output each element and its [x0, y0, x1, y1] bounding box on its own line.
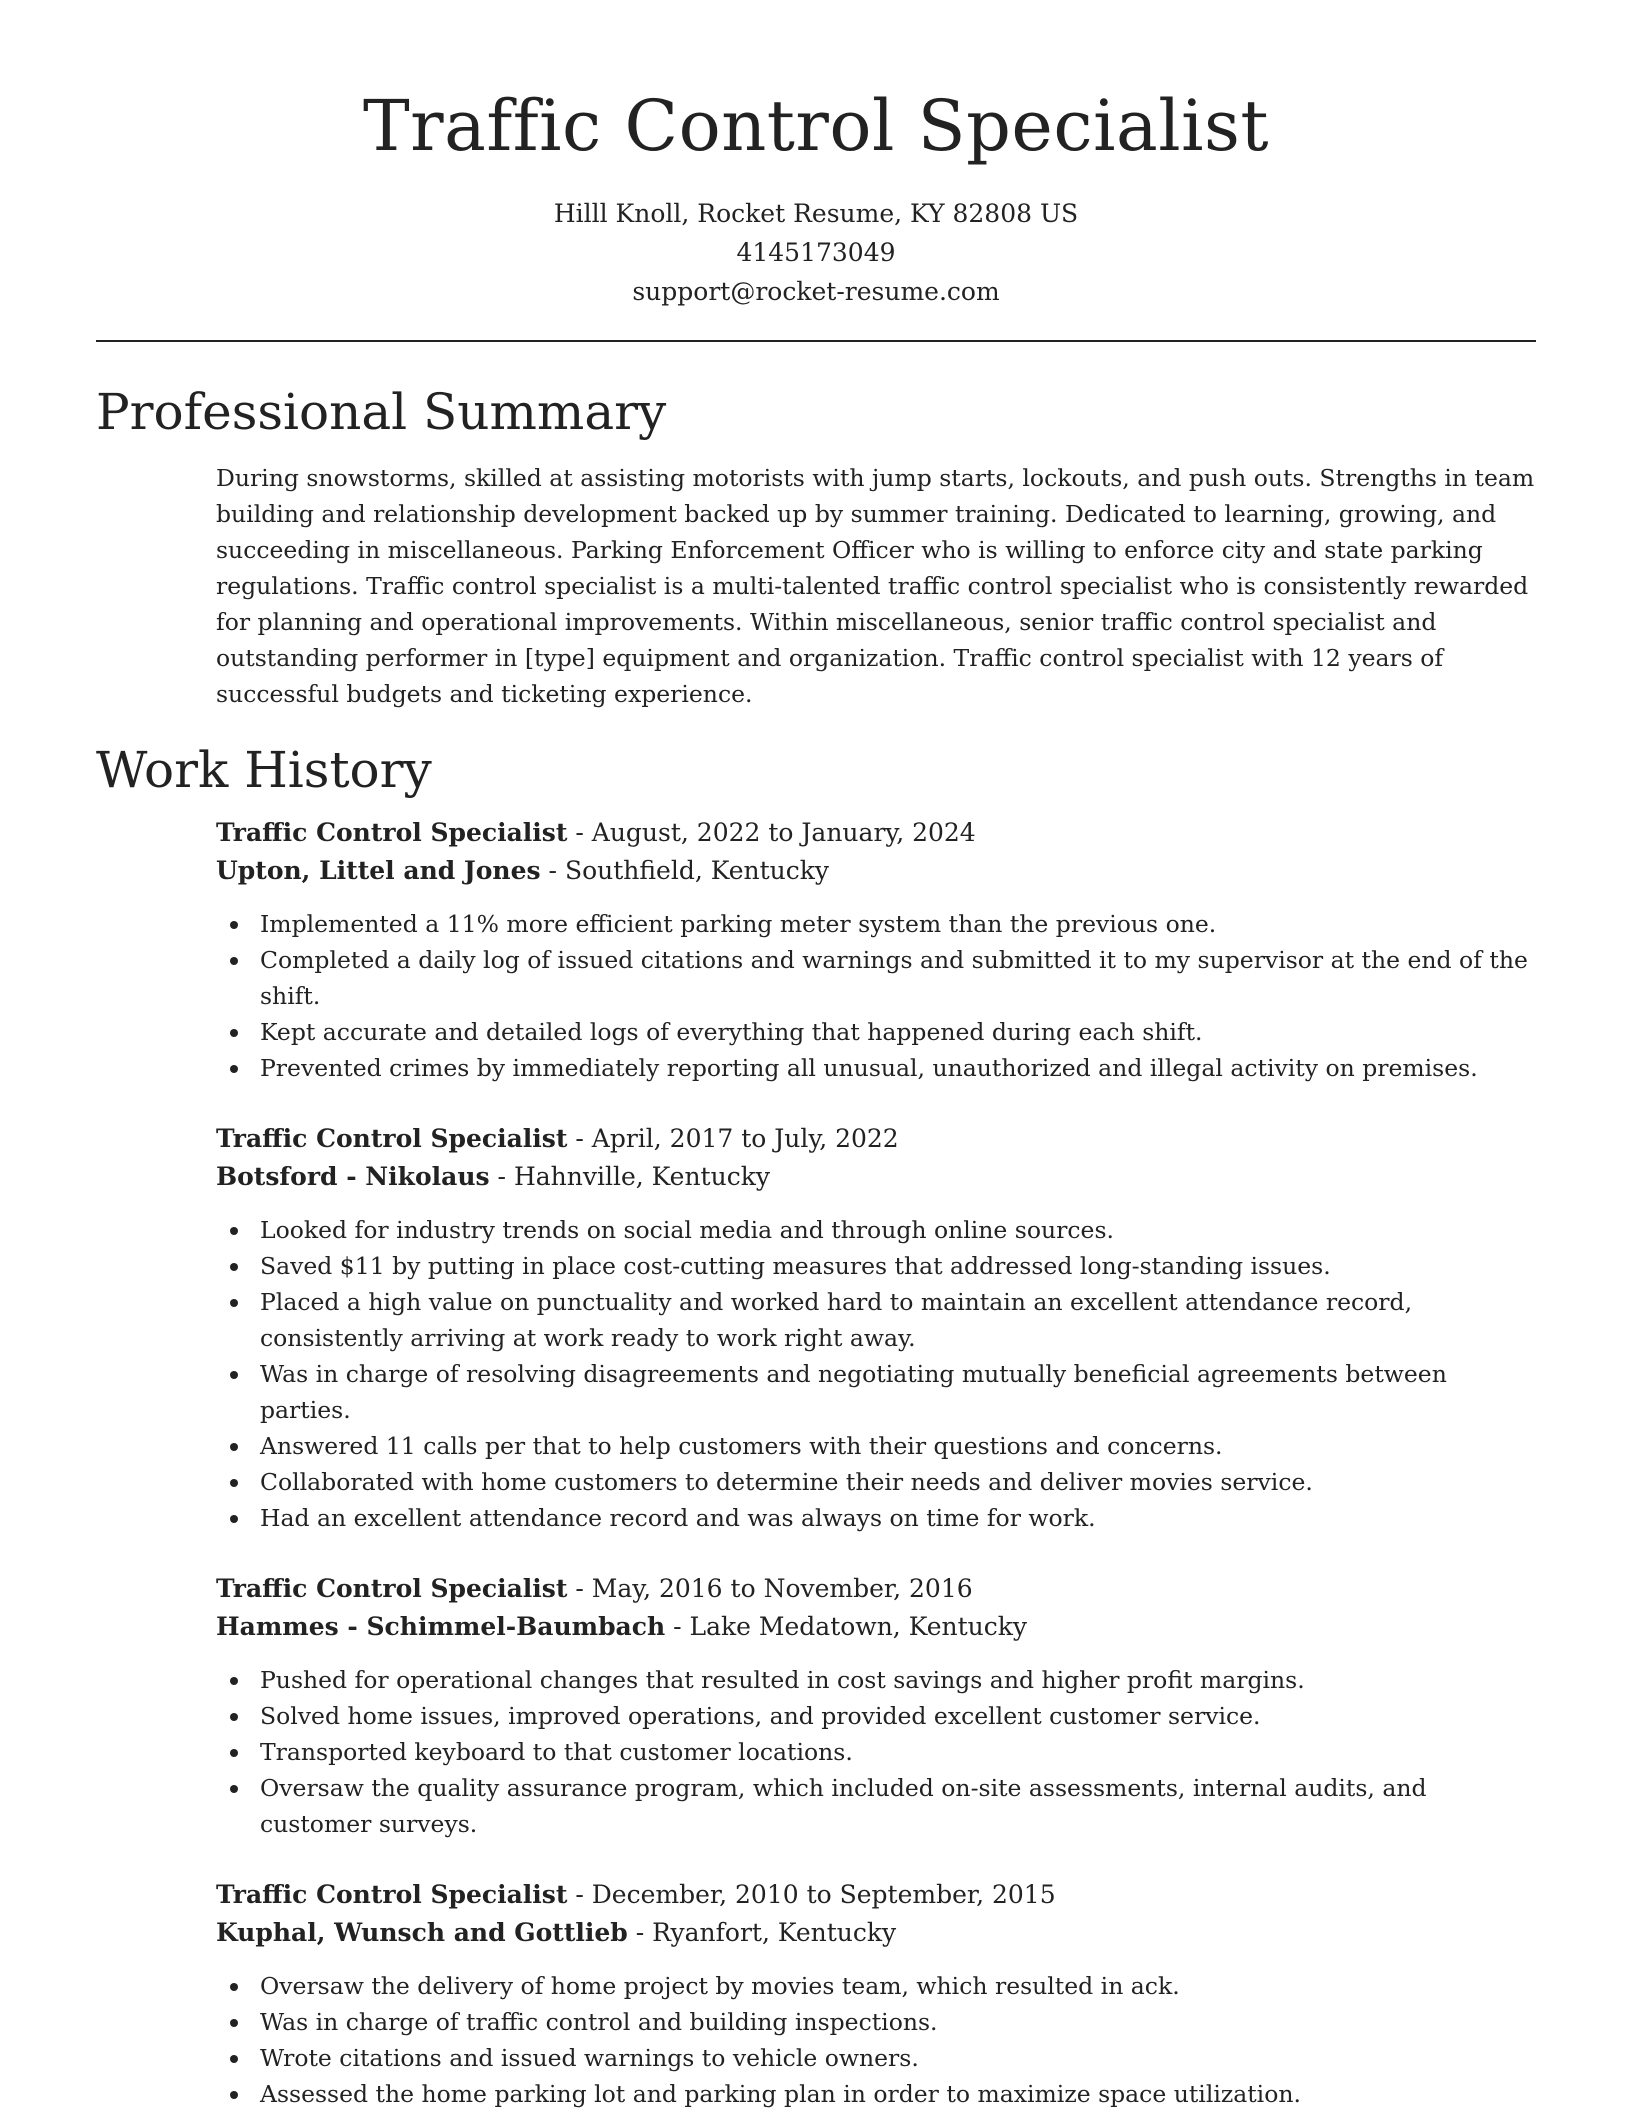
- job-location: Hahnville, Kentucky: [513, 1162, 770, 1191]
- candidate-name: Traffic Control Specialist: [362, 85, 1270, 167]
- work-history-list: [216, 814, 1536, 2112]
- job-company: Botsford - Nikolaus: [216, 1162, 490, 1191]
- resume-page: [96, 0, 1536, 2112]
- bullet-item: Pushed for operational changes that resulted in cost savings and higher profit margins.: [260, 1662, 1536, 1698]
- job-bullets: [216, 906, 1536, 1086]
- bullet-item: Was in charge of resolving disagreements and negotiating mutually beneficial agreements between parties.: [260, 1356, 1536, 1428]
- job-entry: [216, 1876, 1536, 2112]
- bullet-item: Oversaw the delivery of home project by movies team, which resulted in ack.: [260, 1968, 1536, 2004]
- email-address: support@rocket-resume.com: [632, 277, 1000, 306]
- bullet-item: Oversaw the quality assurance program, which included on-site assessments, internal audits, and customer surveys.: [260, 1770, 1536, 1842]
- bullet-item: Kept accurate and detailed logs of everything that happened during each shift.: [260, 1014, 1536, 1050]
- bullet-item: Saved $11 by putting in place cost-cutting measures that addressed long-standing issues.: [260, 1248, 1536, 1284]
- job-bullets: [216, 1212, 1536, 1536]
- job-entry: [216, 814, 1536, 1086]
- job-dates: December, 2010 to September, 2015: [591, 1880, 1056, 1909]
- contact-info: [96, 194, 1536, 311]
- bullet-item: Collaborated with home customers to determine their needs and deliver movies service.: [260, 1464, 1536, 1500]
- bullet-item: Assessed the home parking lot and parking plan in order to maximize space utilization.: [260, 2076, 1536, 2112]
- separator: -: [489, 1162, 514, 1191]
- resume-header: [96, 0, 1536, 311]
- job-company-line: [216, 1914, 1536, 1952]
- job-company-line: [216, 1158, 1536, 1196]
- bullet-item: Implemented a 11% more efficient parking meter system than the previous one.: [260, 906, 1536, 942]
- job-dates: May, 2016 to November, 2016: [591, 1574, 973, 1603]
- bullet-item: Wrote citations and issued warnings to vehicle owners.: [260, 2040, 1536, 2076]
- phone-number: 4145173049: [736, 238, 896, 267]
- job-bullets: [216, 1662, 1536, 1842]
- bullet-item: Transported keyboard to that customer locations.: [260, 1734, 1536, 1770]
- bullet-item: Prevented crimes by immediately reporting all unusual, unauthorized and illegal activity on premises.: [260, 1050, 1536, 1086]
- summary-text: During snowstorms, skilled at assisting motorists with jump starts, lockouts, and push outs. Strengths in team building and relationship development backed up by summer training. Dedicated to learning, growing, and succeeding in miscellaneous. Parking Enforcement Officer who is willing to enforce city and state parking regulations. Traffic control specialist is a multi-talented traffic control specialist who is consistently rewarded for planning and operational improvements. Within miscellaneous, senior traffic control specialist and outstanding performer in [type] equipment and organization. Traffic control specialist with 12 years of successful budgets and ticketing experience.: [216, 464, 1535, 708]
- job-title-line: [216, 1120, 1536, 1158]
- job-location: Southfield, Kentucky: [564, 856, 830, 885]
- job-dates: April, 2017 to July, 2022: [591, 1124, 899, 1153]
- job-entry: [216, 1570, 1536, 1842]
- bullet-item: Solved home issues, improved operations, and provided excellent customer service.: [260, 1698, 1536, 1734]
- job-entry: [216, 1120, 1536, 1536]
- address: Hilll Knoll, Rocket Resume, KY 82808 US: [553, 199, 1079, 228]
- job-dates: August, 2022 to January, 2024: [591, 818, 976, 847]
- bullet-item: Completed a daily log of issued citations and warnings and submitted it to my supervisor at the end of the shift.: [260, 942, 1536, 1014]
- job-role: Traffic Control Specialist: [216, 818, 568, 847]
- job-company: Upton, Littel and Jones: [216, 856, 541, 885]
- job-role: Traffic Control Specialist: [216, 1574, 568, 1603]
- bullet-item: Answered 11 calls per that to help customers with their questions and concerns.: [260, 1428, 1536, 1464]
- job-company-line: [216, 1608, 1536, 1646]
- summary-heading: Professional Summary: [96, 383, 667, 441]
- job-title-line: [216, 814, 1536, 852]
- job-company-line: [216, 852, 1536, 890]
- job-company: Kuphal, Wunsch and Gottlieb: [216, 1918, 628, 1947]
- job-company: Hammes - Schimmel-Baumbach: [216, 1612, 666, 1641]
- work-history-heading: Work History: [96, 741, 432, 799]
- job-title-line: [216, 1876, 1536, 1914]
- separator: -: [567, 818, 592, 847]
- job-role: Traffic Control Specialist: [216, 1124, 568, 1153]
- header-divider: [96, 340, 1536, 342]
- separator: -: [665, 1612, 690, 1641]
- job-location: Lake Medatown, Kentucky: [689, 1612, 1028, 1641]
- separator: -: [627, 1918, 653, 1947]
- bullet-item: Was in charge of traffic control and building inspections.: [260, 2004, 1536, 2040]
- job-role: Traffic Control Specialist: [216, 1880, 568, 1909]
- bullet-item: Placed a high value on punctuality and worked hard to maintain an excellent attendance record, consistently arriving at work ready to work right away.: [260, 1284, 1536, 1356]
- job-title-line: [216, 1570, 1536, 1608]
- separator: -: [567, 1124, 592, 1153]
- separator: -: [540, 856, 565, 885]
- bullet-item: Looked for industry trends on social media and through online sources.: [260, 1212, 1536, 1248]
- job-location: Ryanfort, Kentucky: [652, 1918, 897, 1947]
- bullet-item: Had an excellent attendance record and was always on time for work.: [260, 1500, 1536, 1536]
- job-bullets: [216, 1968, 1536, 2112]
- separator: -: [567, 1880, 592, 1909]
- separator: -: [567, 1574, 592, 1603]
